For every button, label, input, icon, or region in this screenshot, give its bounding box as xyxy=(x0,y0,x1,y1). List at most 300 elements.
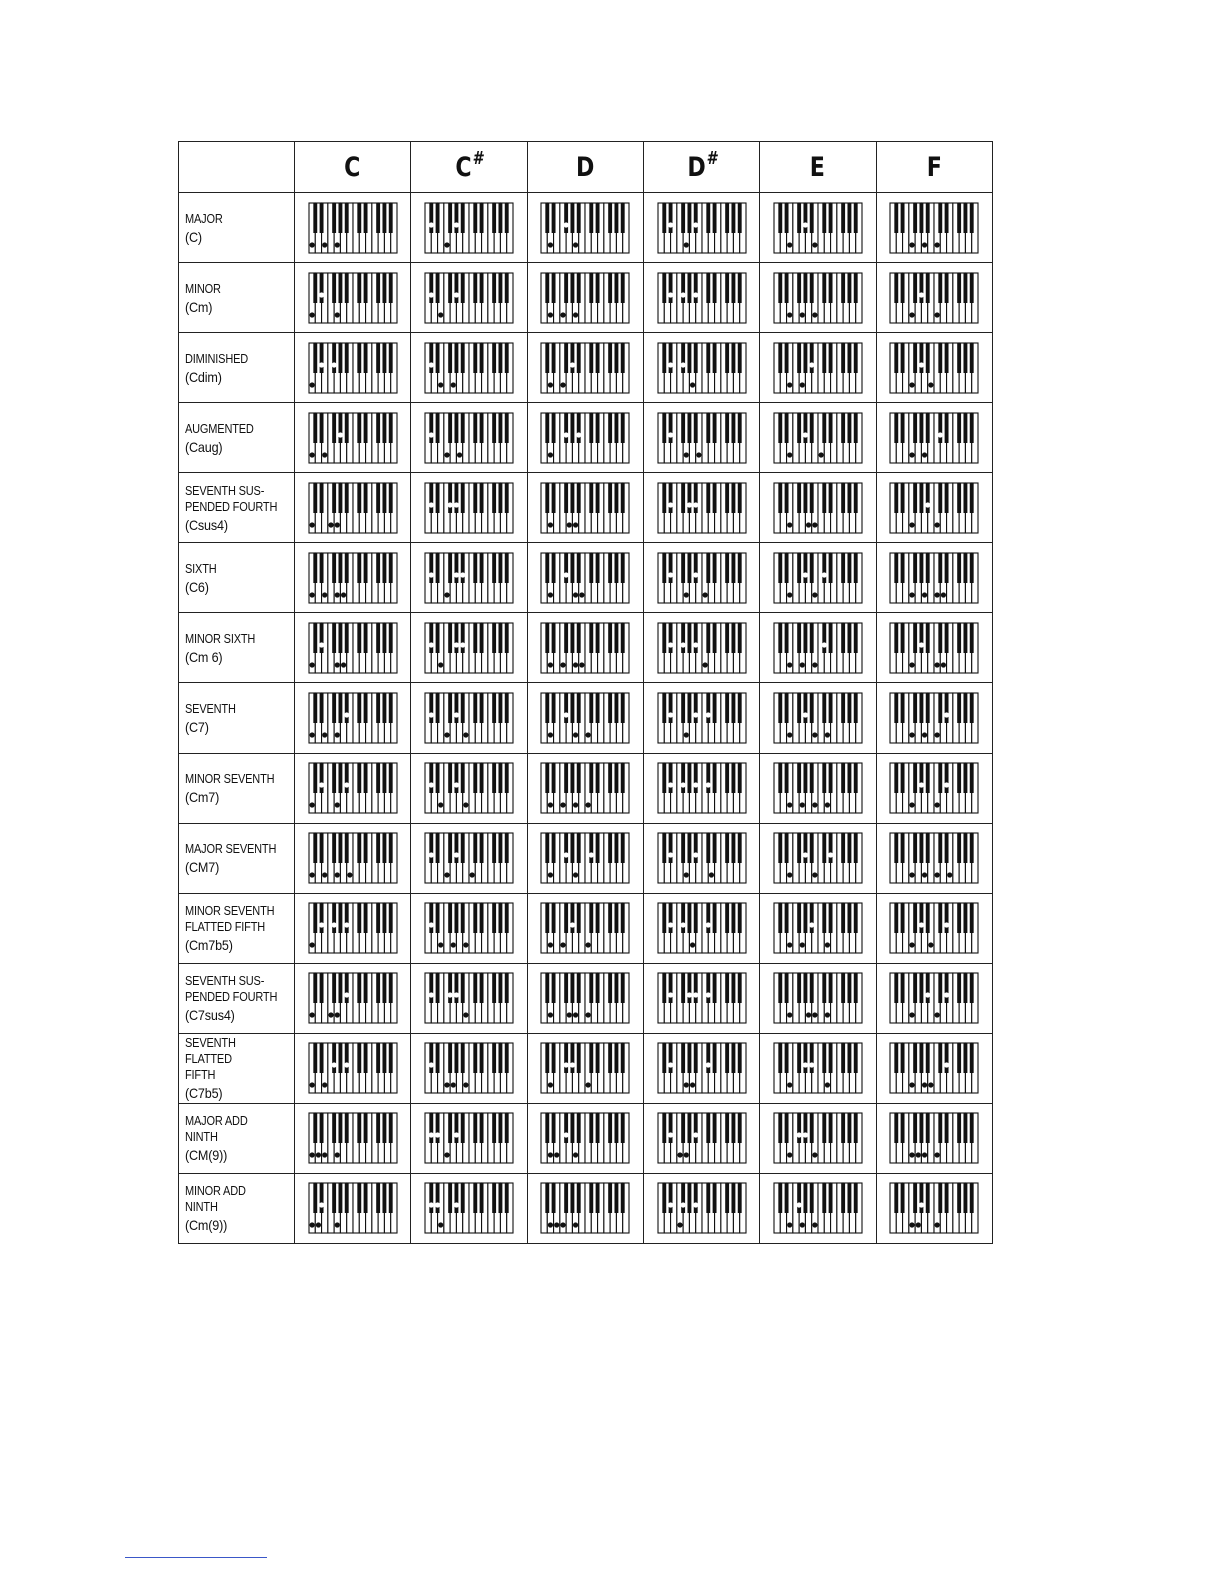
note-marker xyxy=(916,1223,921,1228)
black-key xyxy=(480,553,484,583)
black-key xyxy=(662,273,666,303)
note-marker xyxy=(668,923,673,928)
note-marker xyxy=(705,923,710,928)
chord-type-name: MINOR SEVENTH xyxy=(185,772,275,787)
black-key xyxy=(338,343,342,373)
note-marker xyxy=(680,362,685,367)
black-key xyxy=(895,343,899,373)
black-key xyxy=(577,413,581,443)
black-key xyxy=(895,833,899,863)
black-key xyxy=(895,763,899,793)
black-key xyxy=(841,763,845,793)
black-key xyxy=(895,973,899,1003)
black-key xyxy=(577,623,581,653)
black-key xyxy=(687,1183,691,1213)
black-key xyxy=(901,413,905,443)
black-key xyxy=(901,833,905,863)
black-key xyxy=(914,553,918,583)
black-key xyxy=(958,833,962,863)
key-name: C xyxy=(455,151,472,183)
chord-keyboard-diagram xyxy=(424,202,514,254)
key-header-e xyxy=(760,142,876,193)
chord-type-name: DIMINISHED xyxy=(185,351,249,366)
black-key xyxy=(609,413,613,443)
note-marker xyxy=(309,242,314,247)
note-marker xyxy=(573,662,578,667)
note-marker xyxy=(806,1013,811,1018)
note-marker xyxy=(690,382,695,387)
black-key xyxy=(429,693,433,723)
black-key xyxy=(926,553,930,583)
black-key xyxy=(577,973,581,1003)
black-key xyxy=(822,903,826,933)
black-key xyxy=(492,1043,496,1073)
black-key xyxy=(621,343,625,373)
black-key xyxy=(565,273,569,303)
black-key xyxy=(332,1183,336,1213)
black-key xyxy=(461,763,465,793)
chord-diagram-cell xyxy=(876,683,992,753)
black-key xyxy=(810,203,814,233)
black-key xyxy=(693,623,697,653)
note-marker xyxy=(803,712,808,717)
black-key xyxy=(668,1183,672,1213)
black-key xyxy=(492,343,496,373)
black-key xyxy=(388,623,392,653)
chord-symbol: (C7sus4) xyxy=(185,1007,235,1024)
note-marker xyxy=(693,852,698,857)
black-key xyxy=(376,1113,380,1143)
note-marker xyxy=(787,943,792,948)
black-key xyxy=(829,1183,833,1213)
black-key xyxy=(313,973,317,1003)
black-key xyxy=(901,693,905,723)
black-key xyxy=(596,273,600,303)
black-key xyxy=(621,1183,625,1213)
black-key xyxy=(668,973,672,1003)
black-key xyxy=(785,203,789,233)
black-key xyxy=(797,1183,801,1213)
black-key xyxy=(901,903,905,933)
note-marker xyxy=(910,662,915,667)
black-key xyxy=(454,973,458,1003)
note-marker xyxy=(429,642,434,647)
black-key xyxy=(473,413,477,443)
note-marker xyxy=(309,312,314,317)
black-key xyxy=(332,203,336,233)
black-key xyxy=(577,1183,581,1213)
black-key xyxy=(436,1113,440,1143)
note-marker xyxy=(922,242,927,247)
black-key xyxy=(725,483,729,513)
black-key xyxy=(505,413,509,443)
black-key xyxy=(681,1113,685,1143)
note-marker xyxy=(561,1223,566,1228)
black-key xyxy=(778,763,782,793)
black-key xyxy=(829,343,833,373)
black-key xyxy=(712,903,716,933)
black-key xyxy=(552,273,556,303)
black-key xyxy=(473,833,477,863)
black-key xyxy=(693,343,697,373)
black-key xyxy=(473,1043,477,1073)
note-marker xyxy=(705,993,710,998)
black-key xyxy=(473,1113,477,1143)
black-key xyxy=(454,623,458,653)
black-key xyxy=(681,903,685,933)
note-marker xyxy=(334,1223,339,1228)
black-key xyxy=(473,1183,477,1213)
black-key xyxy=(332,693,336,723)
chord-diagram-cell xyxy=(527,613,643,683)
chord-keyboard-diagram xyxy=(540,1042,630,1094)
black-key xyxy=(473,483,477,513)
note-marker xyxy=(463,802,468,807)
black-key xyxy=(797,833,801,863)
black-key xyxy=(376,553,380,583)
black-key xyxy=(388,483,392,513)
black-key xyxy=(498,763,502,793)
black-key xyxy=(681,1043,685,1073)
black-key xyxy=(712,623,716,653)
note-marker xyxy=(457,452,462,457)
black-key xyxy=(970,903,974,933)
chord-keyboard-diagram xyxy=(773,762,863,814)
black-key xyxy=(725,273,729,303)
chord-diagram-cell xyxy=(643,193,759,263)
black-key xyxy=(847,1113,851,1143)
black-key xyxy=(376,413,380,443)
black-key xyxy=(565,483,569,513)
black-key xyxy=(609,1183,613,1213)
chord-diagram-cell xyxy=(643,333,759,403)
note-marker xyxy=(341,592,346,597)
black-key xyxy=(615,763,619,793)
chord-keyboard-diagram xyxy=(889,692,979,744)
chord-diagram-cell xyxy=(876,473,992,543)
black-key xyxy=(737,413,741,443)
black-key xyxy=(687,343,691,373)
chord-diagram-cell xyxy=(295,403,411,473)
chord-diagram-cell xyxy=(760,1173,876,1243)
black-key xyxy=(803,413,807,443)
note-marker xyxy=(916,1153,921,1158)
note-marker xyxy=(693,572,698,577)
chord-keyboard-diagram xyxy=(657,342,747,394)
black-key xyxy=(571,973,575,1003)
black-key xyxy=(332,413,336,443)
note-marker xyxy=(919,292,924,297)
black-key xyxy=(706,413,710,443)
black-key xyxy=(596,553,600,583)
black-key xyxy=(546,413,550,443)
chord-symbol: (CM(9)) xyxy=(185,1147,228,1164)
chord-keyboard-diagram xyxy=(308,552,398,604)
black-key xyxy=(313,553,317,583)
note-marker xyxy=(309,732,314,737)
note-marker xyxy=(561,943,566,948)
note-marker xyxy=(573,1013,578,1018)
note-marker xyxy=(451,382,456,387)
black-key xyxy=(436,273,440,303)
chord-keyboard-diagram xyxy=(540,692,630,744)
chord-diagram-cell xyxy=(295,963,411,1033)
black-key xyxy=(429,413,433,443)
black-key xyxy=(797,693,801,723)
black-key xyxy=(803,973,807,1003)
black-key xyxy=(926,1043,930,1073)
black-key xyxy=(854,483,858,513)
black-key xyxy=(344,693,348,723)
note-marker xyxy=(573,312,578,317)
chord-keyboard-diagram xyxy=(308,762,398,814)
black-key xyxy=(454,1183,458,1213)
note-marker xyxy=(702,592,707,597)
note-marker xyxy=(800,662,805,667)
black-key xyxy=(505,1043,509,1073)
note-marker xyxy=(334,872,339,877)
black-key xyxy=(847,623,851,653)
black-key xyxy=(785,833,789,863)
chord-diagram-cell xyxy=(295,893,411,963)
black-key xyxy=(313,1113,317,1143)
black-key xyxy=(319,833,323,863)
note-marker xyxy=(454,642,459,647)
black-key xyxy=(895,623,899,653)
note-marker xyxy=(463,1013,468,1018)
black-key xyxy=(945,1113,949,1143)
chord-diagram-cell xyxy=(876,1033,992,1103)
black-key xyxy=(662,903,666,933)
black-key xyxy=(492,483,496,513)
note-marker xyxy=(910,312,915,317)
note-marker xyxy=(429,292,434,297)
note-marker xyxy=(922,732,927,737)
black-key xyxy=(945,203,949,233)
black-key xyxy=(448,1043,452,1073)
black-key xyxy=(797,553,801,583)
black-key xyxy=(565,623,569,653)
black-key xyxy=(854,413,858,443)
black-key xyxy=(939,483,943,513)
black-key xyxy=(461,203,465,233)
black-key xyxy=(332,903,336,933)
chord-diagram-cell xyxy=(876,613,992,683)
black-key xyxy=(596,343,600,373)
black-key xyxy=(920,973,924,1003)
black-key xyxy=(920,903,924,933)
black-key xyxy=(841,1183,845,1213)
note-marker xyxy=(573,1223,578,1228)
black-key xyxy=(803,483,807,513)
black-key xyxy=(448,553,452,583)
black-key xyxy=(725,833,729,863)
note-marker xyxy=(444,732,449,737)
chord-row xyxy=(179,1033,993,1103)
black-key xyxy=(429,1113,433,1143)
chord-diagram-cell xyxy=(411,893,527,963)
note-marker xyxy=(319,292,324,297)
chord-type-name: MINOR SIXTH xyxy=(185,631,256,646)
black-key xyxy=(436,763,440,793)
black-key xyxy=(319,1183,323,1213)
note-marker xyxy=(787,312,792,317)
black-key xyxy=(914,763,918,793)
chord-diagram-cell xyxy=(527,473,643,543)
black-key xyxy=(681,973,685,1003)
black-key xyxy=(344,343,348,373)
black-key xyxy=(822,1113,826,1143)
black-key xyxy=(847,413,851,443)
note-marker xyxy=(683,452,688,457)
black-key xyxy=(552,203,556,233)
black-key xyxy=(338,1113,342,1143)
black-key xyxy=(498,1043,502,1073)
note-marker xyxy=(680,923,685,928)
black-key xyxy=(778,483,782,513)
note-marker xyxy=(683,242,688,247)
black-key xyxy=(338,693,342,723)
black-key xyxy=(970,763,974,793)
black-key xyxy=(480,203,484,233)
note-marker xyxy=(454,712,459,717)
note-marker xyxy=(812,732,817,737)
black-key xyxy=(429,483,433,513)
note-marker xyxy=(344,1063,349,1068)
chord-label-cell xyxy=(179,1033,295,1103)
black-key xyxy=(552,483,556,513)
black-key xyxy=(706,1043,710,1073)
black-key xyxy=(803,903,807,933)
chord-label-cell xyxy=(179,193,295,263)
black-key xyxy=(693,973,697,1003)
note-marker xyxy=(586,1083,591,1088)
black-key xyxy=(662,203,666,233)
black-key xyxy=(778,1113,782,1143)
chord-label-cell xyxy=(179,263,295,333)
black-key xyxy=(668,343,672,373)
black-key xyxy=(829,973,833,1003)
chord-keyboard-diagram xyxy=(540,342,630,394)
note-marker xyxy=(787,242,792,247)
black-key xyxy=(926,1183,930,1213)
black-key xyxy=(731,483,735,513)
note-marker xyxy=(444,242,449,247)
chord-keyboard-diagram xyxy=(889,412,979,464)
black-key xyxy=(448,1183,452,1213)
black-key xyxy=(480,483,484,513)
black-key xyxy=(687,973,691,1003)
chord-keyboard-diagram xyxy=(308,342,398,394)
note-marker xyxy=(429,502,434,507)
black-key xyxy=(693,483,697,513)
black-key xyxy=(338,273,342,303)
chord-keyboard-diagram xyxy=(540,412,630,464)
chord-diagram-cell xyxy=(527,963,643,1033)
note-marker xyxy=(454,1133,459,1138)
chord-keyboard-diagram xyxy=(889,202,979,254)
black-key xyxy=(461,623,465,653)
black-key xyxy=(615,693,619,723)
black-key xyxy=(841,903,845,933)
black-key xyxy=(577,833,581,863)
chord-diagram-cell xyxy=(527,893,643,963)
black-key xyxy=(565,413,569,443)
note-marker xyxy=(787,1083,792,1088)
black-key xyxy=(571,693,575,723)
black-key xyxy=(436,203,440,233)
black-key xyxy=(498,973,502,1003)
black-key xyxy=(492,973,496,1003)
black-key xyxy=(662,553,666,583)
chord-keyboard-diagram xyxy=(540,762,630,814)
black-key xyxy=(737,343,741,373)
black-key xyxy=(712,273,716,303)
black-key xyxy=(847,1043,851,1073)
black-key xyxy=(552,343,556,373)
chord-diagram-cell xyxy=(411,1033,527,1103)
black-key xyxy=(571,553,575,583)
black-key xyxy=(958,623,962,653)
black-key xyxy=(945,973,949,1003)
black-key xyxy=(810,413,814,443)
black-key xyxy=(970,413,974,443)
black-key xyxy=(797,1113,801,1143)
key-header-row xyxy=(179,142,993,193)
black-key xyxy=(958,553,962,583)
black-key xyxy=(662,1043,666,1073)
black-key xyxy=(810,623,814,653)
note-marker xyxy=(334,592,339,597)
note-marker xyxy=(922,872,927,877)
note-marker xyxy=(580,662,585,667)
black-key xyxy=(687,903,691,933)
note-marker xyxy=(334,802,339,807)
black-key xyxy=(737,623,741,653)
chord-diagram-cell xyxy=(527,543,643,613)
black-key xyxy=(706,553,710,583)
black-key xyxy=(810,1183,814,1213)
black-key xyxy=(829,1043,833,1073)
black-key xyxy=(693,763,697,793)
note-marker xyxy=(803,432,808,437)
black-key xyxy=(662,763,666,793)
black-key xyxy=(621,833,625,863)
black-key xyxy=(964,273,968,303)
key-header-f xyxy=(876,142,992,193)
note-marker xyxy=(429,432,434,437)
note-marker xyxy=(463,943,468,948)
black-key xyxy=(939,1113,943,1143)
chord-diagram-cell xyxy=(527,1103,643,1173)
black-key xyxy=(785,553,789,583)
note-marker xyxy=(910,1223,915,1228)
black-key xyxy=(712,553,716,583)
note-marker xyxy=(561,312,566,317)
black-key xyxy=(958,1183,962,1213)
black-key xyxy=(970,833,974,863)
black-key xyxy=(319,763,323,793)
black-key xyxy=(662,1113,666,1143)
note-marker xyxy=(925,502,930,507)
black-key xyxy=(797,413,801,443)
note-marker xyxy=(309,1223,314,1228)
chord-diagram-cell xyxy=(411,823,527,893)
black-key xyxy=(681,763,685,793)
black-key xyxy=(778,1043,782,1073)
chord-keyboard-diagram xyxy=(308,202,398,254)
note-marker xyxy=(910,452,915,457)
